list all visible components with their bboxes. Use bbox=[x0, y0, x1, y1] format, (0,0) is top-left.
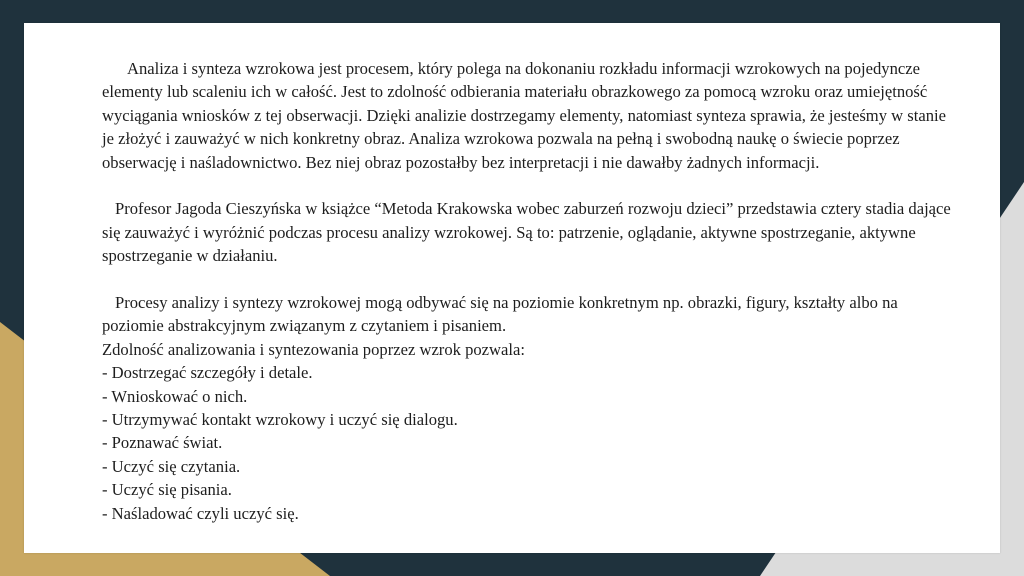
list-item: - Dostrzegać szczegóły i detale. bbox=[102, 363, 313, 383]
list-item: - Poznawać świat. bbox=[102, 433, 223, 453]
list-item: - Naśladować czyli uczyć się. bbox=[102, 503, 299, 523]
slide-content bbox=[102, 57, 962, 525]
paragraph-spacer bbox=[102, 268, 962, 291]
paragraph-analysis-definition: Analiza i synteza wzrokowa jest procesem, który polega na dokonaniu rozkładu informacji wzrokowych na pojedyncze elementy lub scaleniu ich w całość. Jest to zdolność odbierania materiału obrazkowego za pomocą wzroku oraz umiejętność wyciągania wniosków z tej obserwacji. Dzięki analizie dostrzegamy elementy, natomiast synteza sprawia, że jesteśmy w stanie je złożyć i zauważyć w nich konkretny obraz. Analiza wzrokowa pozwala na pełną i swobodną naukę o świecie poprzez obserwację i naśladownictwo. Bez niej obraz pozostałby bez interpretacji i nie dawałby żadnych informacji. bbox=[102, 59, 946, 172]
slide-sheet bbox=[24, 23, 1000, 553]
paragraph-levels: Procesy analizy i syntezy wzrokowej mogą odbywać się na poziomie konkretnym np. obrazki, figury, kształty albo na poziomie abstrakcyjnym związanym z czytaniem i pisaniem. bbox=[102, 293, 898, 336]
list-item: - Wnioskować o nich. bbox=[102, 386, 248, 406]
abilities-list bbox=[102, 361, 962, 525]
list-item: - Utrzymywać kontakt wzrokowy i uczyć się dialogu. bbox=[102, 410, 458, 430]
paragraph-cieszynska: Profesor Jagoda Cieszyńska w książce “Metoda Krakowska wobec zaburzeń rozwoju dzieci” przedstawia cztery stadia dające się zauważyć i wyróżnić podczas procesu analizy wzrokowej. Są to: patrzenie, oglądanie, aktywne spostrzeganie, aktywne spostrzeganie w działaniu. bbox=[102, 199, 951, 266]
list-item: - Uczyć się czytania. bbox=[102, 456, 241, 476]
list-item: - Uczyć się pisania. bbox=[102, 480, 232, 500]
list-intro: Zdolność analizowania i syntezowania poprzez wzrok pozwala: bbox=[102, 339, 525, 359]
paragraph-spacer bbox=[102, 174, 962, 197]
